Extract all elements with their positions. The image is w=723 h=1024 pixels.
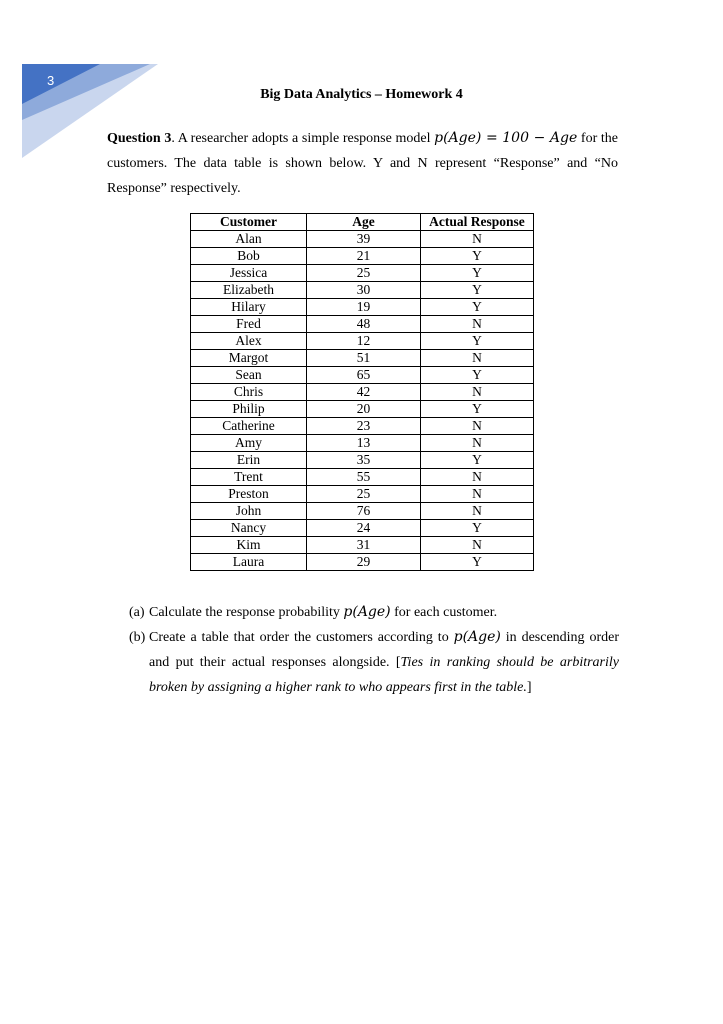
cell-age: 31 bbox=[307, 537, 421, 554]
table-row bbox=[191, 503, 534, 520]
table-header-row bbox=[191, 214, 534, 231]
part-a-formula: p(Age) bbox=[343, 604, 391, 620]
table-row bbox=[191, 367, 534, 384]
cell-age: 55 bbox=[307, 469, 421, 486]
cell-customer: Philip bbox=[191, 401, 307, 418]
cell-customer: Hilary bbox=[191, 299, 307, 316]
table-row bbox=[191, 350, 534, 367]
question-paragraph bbox=[107, 126, 618, 201]
page-number: 3 bbox=[47, 73, 55, 88]
cell-age: 21 bbox=[307, 248, 421, 265]
part-a-label: (a) bbox=[129, 605, 145, 620]
table-row bbox=[191, 469, 534, 486]
cell-actual-response: Y bbox=[421, 282, 534, 299]
cell-customer: Kim bbox=[191, 537, 307, 554]
table-row bbox=[191, 537, 534, 554]
part-b-note: Ties in ranking should be arbitrarily broken by assigning a higher rank to who appears first in the table. bbox=[149, 655, 619, 695]
cell-actual-response: Y bbox=[421, 520, 534, 537]
cell-age: 65 bbox=[307, 367, 421, 384]
cell-age: 19 bbox=[307, 299, 421, 316]
document-title: Big Data Analytics – Homework 4 bbox=[260, 87, 463, 102]
cell-age: 51 bbox=[307, 350, 421, 367]
table-row bbox=[191, 282, 534, 299]
table-row bbox=[191, 384, 534, 401]
table-row bbox=[191, 435, 534, 452]
part-a-text bbox=[149, 600, 619, 625]
table-row bbox=[191, 333, 534, 350]
cell-customer: Fred bbox=[191, 316, 307, 333]
cell-actual-response: N bbox=[421, 350, 534, 367]
part-b-label: (b) bbox=[129, 630, 146, 645]
table-row bbox=[191, 401, 534, 418]
cell-actual-response: N bbox=[421, 435, 534, 452]
part-b-text bbox=[149, 625, 619, 700]
cell-age: 39 bbox=[307, 231, 421, 248]
cell-age: 25 bbox=[307, 265, 421, 282]
cell-actual-response: N bbox=[421, 418, 534, 435]
cell-age: 23 bbox=[307, 418, 421, 435]
cell-age: 24 bbox=[307, 520, 421, 537]
table-row bbox=[191, 486, 534, 503]
customer-data-table bbox=[190, 213, 534, 571]
cell-actual-response: Y bbox=[421, 367, 534, 384]
header-actual-response: Actual Response bbox=[421, 214, 534, 231]
table-row bbox=[191, 554, 534, 571]
cell-actual-response: Y bbox=[421, 333, 534, 350]
cell-actual-response: N bbox=[421, 469, 534, 486]
cell-actual-response: N bbox=[421, 537, 534, 554]
cell-age: 35 bbox=[307, 452, 421, 469]
part-b-text-2: in descending order and put their actual responses alongside. [ bbox=[149, 630, 619, 670]
table-body bbox=[191, 231, 534, 571]
header-age: Age bbox=[307, 214, 421, 231]
part-b-formula: p(Age) bbox=[453, 629, 501, 645]
response-model-formula: p(Age) = 100 − Age bbox=[434, 130, 578, 146]
cell-actual-response: Y bbox=[421, 265, 534, 282]
cell-age: 25 bbox=[307, 486, 421, 503]
part-b bbox=[129, 625, 619, 700]
question-text-2: for the customers. The data table is shown below. Y and N represent “Response” and “No Response” respectively. bbox=[107, 131, 618, 196]
cell-age: 13 bbox=[307, 435, 421, 452]
cell-customer: Elizabeth bbox=[191, 282, 307, 299]
part-a-text-1: Calculate the response probability bbox=[149, 605, 344, 620]
cell-customer: Alex bbox=[191, 333, 307, 350]
cell-actual-response: Y bbox=[421, 452, 534, 469]
cell-customer: Margot bbox=[191, 350, 307, 367]
cell-actual-response: N bbox=[421, 231, 534, 248]
table-row bbox=[191, 265, 534, 282]
cell-actual-response: Y bbox=[421, 248, 534, 265]
cell-actual-response: N bbox=[421, 384, 534, 401]
table-row bbox=[191, 248, 534, 265]
cell-customer: Jessica bbox=[191, 265, 307, 282]
cell-actual-response: Y bbox=[421, 554, 534, 571]
part-a bbox=[129, 600, 619, 625]
cell-customer: Trent bbox=[191, 469, 307, 486]
cell-customer: John bbox=[191, 503, 307, 520]
question-text-1: . A researcher adopts a simple response model bbox=[171, 131, 435, 146]
cell-customer: Erin bbox=[191, 452, 307, 469]
header-customer: Customer bbox=[191, 214, 307, 231]
table-row bbox=[191, 452, 534, 469]
cell-customer: Alan bbox=[191, 231, 307, 248]
table-row bbox=[191, 299, 534, 316]
cell-age: 12 bbox=[307, 333, 421, 350]
cell-actual-response: N bbox=[421, 486, 534, 503]
cell-age: 30 bbox=[307, 282, 421, 299]
cell-age: 29 bbox=[307, 554, 421, 571]
cell-age: 76 bbox=[307, 503, 421, 520]
cell-actual-response: Y bbox=[421, 401, 534, 418]
table-row bbox=[191, 418, 534, 435]
cell-customer: Amy bbox=[191, 435, 307, 452]
table-row bbox=[191, 316, 534, 333]
cell-actual-response: N bbox=[421, 316, 534, 333]
cell-age: 48 bbox=[307, 316, 421, 333]
table-row bbox=[191, 231, 534, 248]
cell-age: 42 bbox=[307, 384, 421, 401]
cell-actual-response: N bbox=[421, 503, 534, 520]
part-a-text-2: for each customer. bbox=[390, 605, 498, 620]
table-row bbox=[191, 520, 534, 537]
cell-customer: Preston bbox=[191, 486, 307, 503]
cell-age: 20 bbox=[307, 401, 421, 418]
cell-actual-response: Y bbox=[421, 299, 534, 316]
cell-customer: Sean bbox=[191, 367, 307, 384]
cell-customer: Catherine bbox=[191, 418, 307, 435]
cell-customer: Chris bbox=[191, 384, 307, 401]
part-b-text-1: Create a table that order the customers according to bbox=[149, 630, 454, 645]
cell-customer: Laura bbox=[191, 554, 307, 571]
question-label: Question 3 bbox=[107, 131, 172, 146]
cell-customer: Bob bbox=[191, 248, 307, 265]
part-b-text-3: ] bbox=[526, 680, 532, 695]
cell-customer: Nancy bbox=[191, 520, 307, 537]
